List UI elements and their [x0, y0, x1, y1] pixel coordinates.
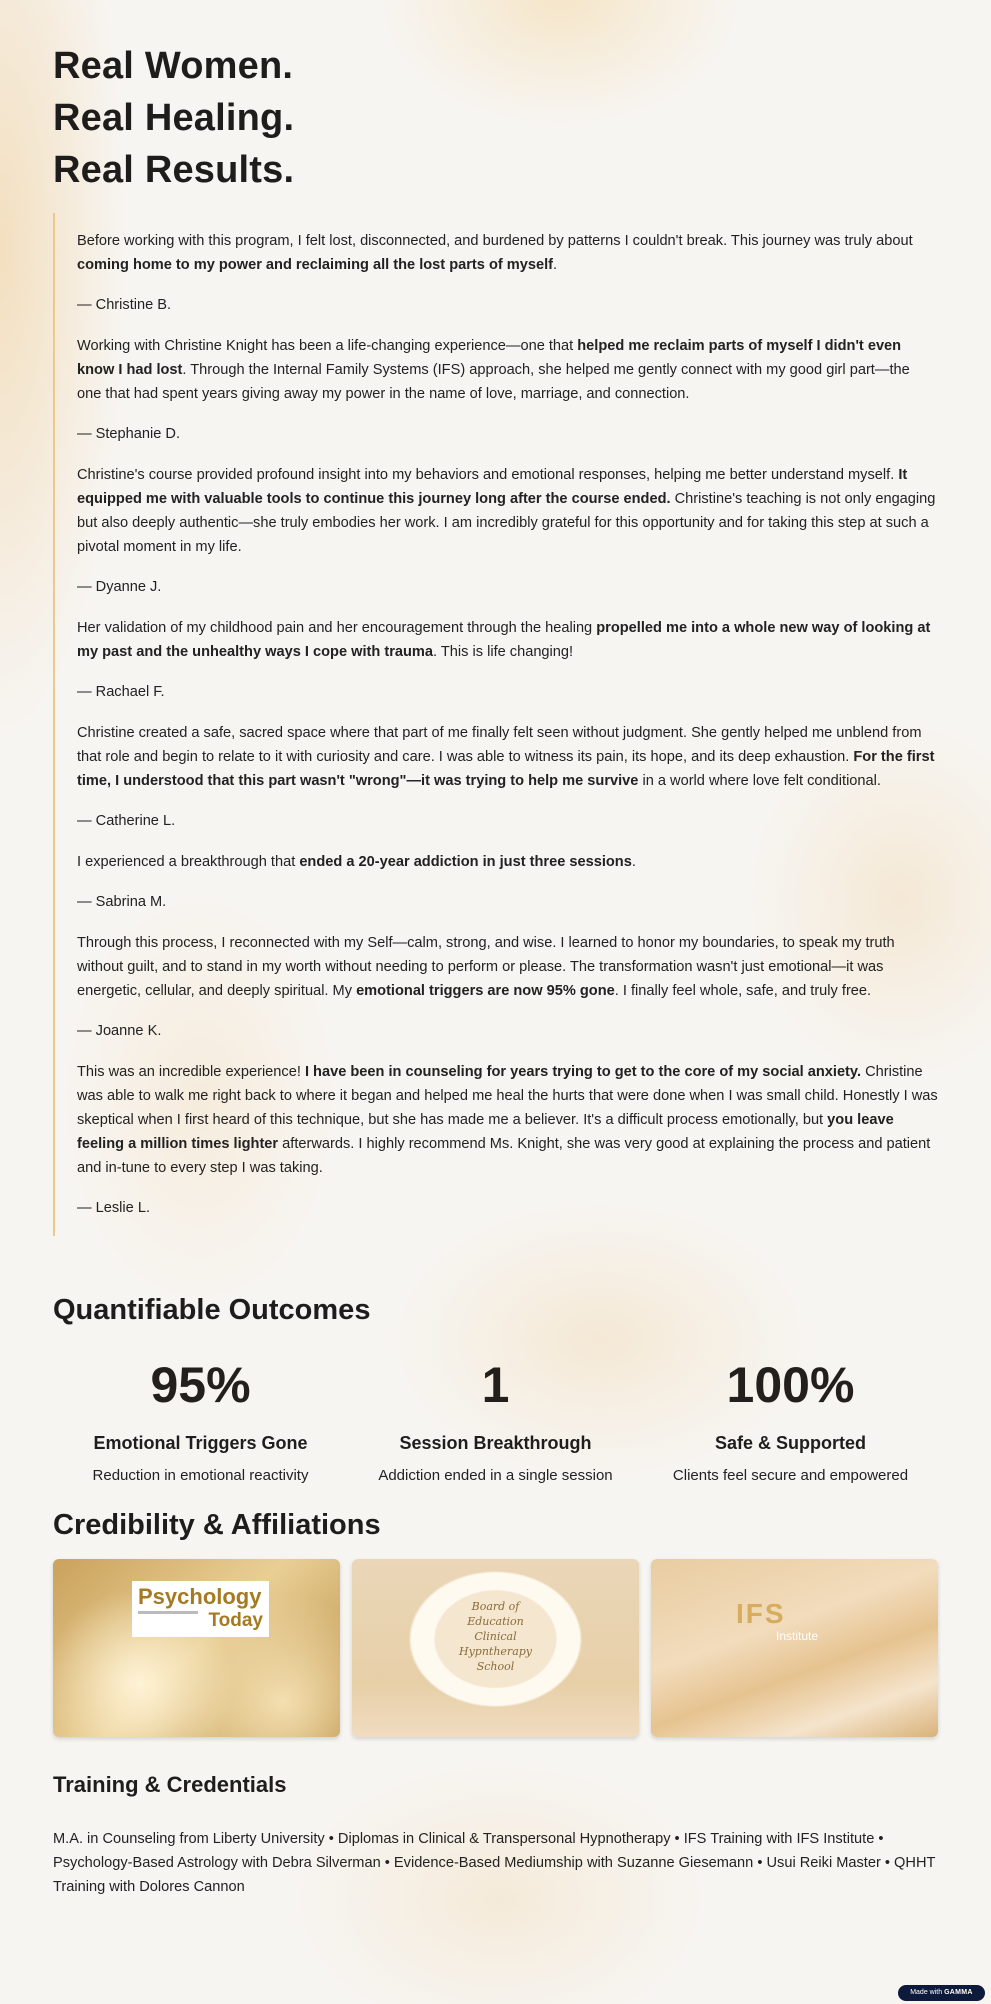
testimonial-text — [77, 931, 938, 1003]
highlight-text: helped me reclaim parts of myself I didn't even know I had lost — [77, 338, 902, 378]
stat-card — [643, 1350, 938, 1485]
testimonial-text — [77, 616, 938, 664]
text-segment: I experienced a breakthrough that — [77, 854, 300, 870]
ifs-institute-logo — [736, 1599, 818, 1643]
stat-label: Safe & Supported — [714, 1433, 866, 1453]
text-segment: Before working with this program, I felt lost, disconnected, and burdened by patterns I couldn't break. This journey was truly about — [77, 233, 913, 249]
text-segment: afterwards. I highly recommend Ms. Knight, she was very good at explaining the process and patient and in-tune to every step I was taking. — [77, 1136, 931, 1176]
logo-text: IFS — [736, 1598, 786, 1629]
headline-line: Real Healing. — [53, 97, 295, 139]
stat-value: 100% — [726, 1357, 855, 1413]
text-segment: Christine was able to walk me right back to where it began and helped me heal the hurts that were done when I was small child. Honestly I was skeptical when I first heard of this technique, but she has made me a believer. It's a difficult process emotionally, but — [77, 1064, 938, 1128]
text-segment: . — [631, 854, 636, 870]
affiliation-cards — [53, 1559, 938, 1737]
page-title — [53, 40, 938, 196]
badge-brand: GAMMA — [944, 1989, 973, 1996]
text-segment: Her validation of my childhood pain and her encouragement through the healing — [77, 620, 597, 636]
psychology-today-image — [53, 1559, 340, 1737]
text-segment: Working with Christine Knight has been a life-changing experience—one that — [77, 338, 578, 354]
testimonial-text — [77, 229, 938, 277]
logo-text: Board of — [471, 1600, 520, 1613]
stat-description: Addiction ended in a single session — [378, 1467, 613, 1484]
testimonial-author: — Christine B. — [77, 297, 172, 313]
logo-text: Psychology — [138, 1584, 262, 1609]
headline-line: Real Women. — [53, 45, 294, 87]
testimonial-text — [77, 1060, 938, 1180]
highlight-text: For the first time, I understood that this part wasn't "wrong"—it was trying to help me survive — [77, 749, 935, 789]
testimonial-author: — Catherine L. — [77, 813, 176, 829]
text-segment: . I finally feel whole, safe, and truly free. — [614, 983, 872, 999]
logo-text: Institute — [776, 1629, 819, 1643]
text-segment: . Through the Internal Family Systems (IFS) approach, she helped me gently connect with my good girl part—the one that had spent years giving away my power in the name of love, marriage, and connection. — [77, 362, 910, 402]
made-with-gamma-badge[interactable] — [898, 1985, 985, 2001]
stat-label: Emotional Triggers Gone — [93, 1433, 308, 1453]
stat-description: Clients feel secure and empowered — [672, 1467, 909, 1484]
testimonial-author: — Sabrina M. — [77, 894, 167, 910]
testimonial-text — [77, 463, 938, 559]
testimonial-author: — Leslie L. — [77, 1200, 151, 1216]
stat-description: Reduction in emotional reactivity — [92, 1467, 309, 1484]
stat-card — [53, 1350, 348, 1485]
text-segment: Christine's course provided profound insight into my behaviors and emotional responses, helping me better understand myself. — [77, 467, 899, 483]
stat-card — [348, 1350, 643, 1485]
text-segment: Christine's teaching is not only engaging but also deeply authentic—she truly embodies her work. I am incredibly grateful for this opportunity and for taking this step at such a pivotal moment in my life. — [77, 491, 936, 555]
highlight-text: propelled me into a whole new way of looking at my past and the unhealthy ways I cope with trauma — [77, 620, 931, 660]
outcomes-heading: Quantifiable Outcomes — [53, 1294, 371, 1326]
testimonial-author: — Dyanne J. — [77, 579, 162, 595]
logo-text: Education — [467, 1615, 524, 1628]
logo-text: Clinical — [474, 1630, 517, 1643]
logo-text: Today — [208, 1610, 263, 1631]
text-segment: Through this process, I reconnected with my Self—calm, strong, and wise. I learned to honor my boundaries, to speak my truth without guilt, and to stand in my worth without needing to perform or please. The transformation wasn't just emotional—it was energetic, cellular, and deeply spiritual. My — [77, 935, 895, 999]
testimonial-author: — Stephanie D. — [77, 426, 181, 442]
highlight-text: It equipped me with valuable tools to continue this journey long after the course ended. — [77, 467, 908, 507]
credibility-heading: Credibility & Affiliations — [53, 1509, 381, 1541]
testimonials-blockquote — [53, 213, 938, 1236]
stat-value: 95% — [150, 1357, 251, 1413]
highlight-text: you leave feeling a million times lighter — [77, 1112, 894, 1152]
board-of-education-logo — [352, 1599, 639, 1674]
board-of-education-image — [352, 1559, 639, 1737]
ifs-institute-image — [651, 1559, 938, 1737]
text-segment: in a world where love felt conditional. — [638, 773, 881, 789]
text-segment: . — [553, 257, 558, 273]
headline-line: Real Results. — [53, 149, 295, 191]
logo-text: Hypntherapy — [458, 1645, 533, 1658]
training-list: M.A. in Counseling from Liberty University • Diplomas in Clinical & Transpersonal Hypnotherapy • IFS Training with IFS Institute • Psychology-Based Astrology with Debra Silverman • Evidence-Based Mediumship with Suzanne Giesemann • Usui Reiki Master • QHHT Training with Dolores Cannon — [53, 1831, 936, 1895]
badge-prefix: Made with — [910, 1989, 943, 1996]
testimonial-author: — Joanne K. — [77, 1023, 162, 1039]
highlight-text: I have been in counseling for years trying to get to the core of my social anxiety. — [304, 1064, 862, 1080]
outcomes-stats — [53, 1350, 938, 1485]
psychology-today-logo — [132, 1581, 269, 1637]
highlight-text: ended a 20-year addiction in just three sessions — [299, 854, 632, 870]
text-segment: This was an incredible experience! — [77, 1064, 305, 1080]
text-segment: . This is life changing! — [433, 644, 574, 660]
testimonial-author: — Rachael F. — [77, 684, 165, 700]
training-heading: Training & Credentials — [53, 1772, 287, 1797]
stat-value: 1 — [481, 1357, 510, 1413]
testimonial-text — [77, 334, 938, 406]
testimonial-text — [77, 850, 938, 874]
stat-label: Session Breakthrough — [399, 1433, 592, 1453]
highlight-text: coming home to my power and reclaiming all the lost parts of myself — [77, 257, 554, 273]
testimonial-text — [77, 721, 938, 793]
text-segment: Christine created a safe, sacred space where that part of me finally felt seen without judgment. She gently helped me unblend from that role and begin to relate to it with curiosity and care. I was able to witness its pain, its hope, and its deep exhaustion. — [77, 725, 922, 765]
logo-text: School — [476, 1660, 515, 1673]
highlight-text: emotional triggers are now 95% gone — [356, 983, 615, 999]
